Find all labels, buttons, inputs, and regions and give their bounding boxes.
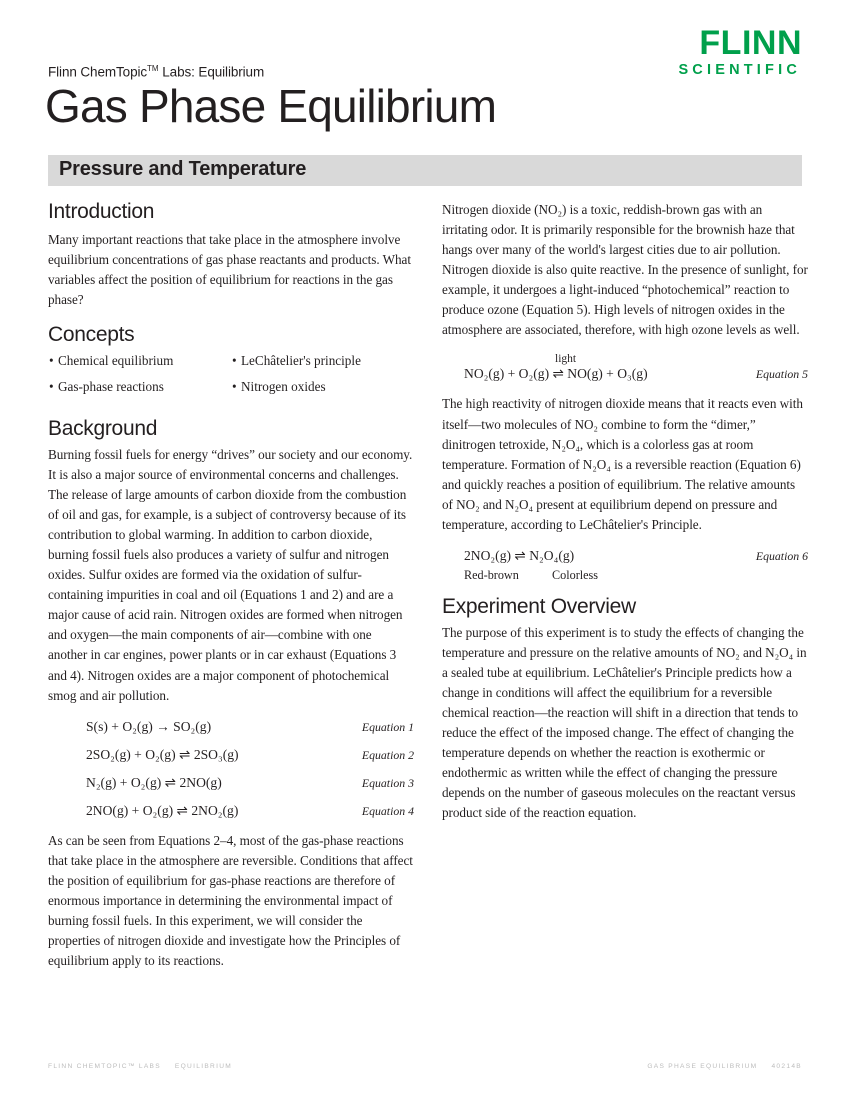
- kicker-prefix: Flinn ChemTopic: [48, 64, 148, 80]
- page-footer: [48, 1063, 802, 1070]
- flinn-scientific-logo: [678, 26, 802, 78]
- equation-row: [442, 366, 808, 382]
- equation-row: [48, 803, 414, 819]
- concept-label: Gas-phase reactions: [58, 379, 164, 395]
- concepts-list: [48, 351, 414, 403]
- equation-block-left: [48, 719, 414, 819]
- footer-topic-name: EQUILIBRIUM: [174, 1063, 233, 1070]
- dimer-paragraph: The high reactivity of nitrogen dioxide means that it reacts even with itself—two molecules of NO₂ combine to form the “dimer,” dinitrogen tetroxide, N₂O₄, which is a colorless gas at room temperature. Formation of N₂O₄ is a reversible reaction (Equation 6) and quickly reaches a position of equilibrium. The relative amounts of NO₂ and N₂O₄ present at equilibrium depend on pressure and temperature, according to LeChâtelier's Principle.: [442, 396, 803, 532]
- equation-condition-label: light: [555, 353, 577, 366]
- equation-expression: 2NO₂(g) ⇌ N₂O₄(g): [464, 547, 575, 563]
- series-kicker: [48, 64, 264, 80]
- page-header: [45, 0, 802, 150]
- introduction-paragraph: Many important reactions that take place in the atmosphere involve equilibrium concentrations of gas phase reactants and products. What variables affect the position of equilibrium for reactions in the gas phase?: [48, 232, 411, 308]
- left-column: [48, 200, 414, 971]
- background-paragraph-2: As can be seen from Equations 2–4, most of the gas-phase reactions that take place in the atmosphere are reversible. Conditions that affect the position of equilibrium for gas-phase reactions are therefore of enormous importance in determining the environmental impact of burning fossil fuels. In this experiment, we will consider the properties of nitrogen dioxide and investigate how the Principles of equilibrium apply to its reactions.: [48, 832, 413, 969]
- equation-row: [48, 747, 414, 763]
- logo-flinn-text: FLINN: [699, 24, 802, 62]
- right-column: [442, 200, 808, 971]
- equation-number: Equation 2: [361, 747, 414, 762]
- equation-expression: NO₂(g) + O₂(g) ⇌ NO(g) + O₃(g): [464, 366, 648, 382]
- two-column-body: [48, 200, 808, 971]
- equation-expression: 2SO₂(g) + O₂(g) ⇌ 2SO₃(g): [86, 746, 239, 762]
- concept-label: Chemical equilibrium: [58, 353, 174, 369]
- equation-row: [442, 548, 808, 564]
- equation-row: [48, 775, 414, 791]
- reactant-color-label: Red-brown: [464, 567, 519, 582]
- equation-number: Equation 6: [755, 548, 808, 563]
- equation-6-color-labels: [442, 568, 808, 583]
- footer-left: [48, 1063, 246, 1070]
- equation-expression: 2NO(g) + O₂(g) ⇌ 2NO₂(g): [86, 802, 239, 818]
- equation-number: Equation 3: [361, 775, 414, 790]
- concept-item: [48, 351, 231, 371]
- bullet-icon: •: [49, 379, 54, 395]
- heading-background: Background: [48, 416, 158, 440]
- background-paragraph-1: Burning fossil fuels for energy “drives” our society and our economy. It is also a major source of environmental concerns and challenges. The release of large amounts of carbon dioxide from the combustion of oil and gas, for example, is a subject of controversy because of its contribution to global warming. In addition to carbon dioxide, burning fossil fuels also produces a variety of sulfur and nitrogen oxides. Sulfur oxides are formed via the oxidation of sulfur-containing impurities in coal and oil (Equations 1 and 2) and are a major cause of acid rain. Nitrogen oxides are formed when nitrogen and oxygen—the main components of air—combine with one another in car engines, power plants or in car exhaust (Equations 3 and 4). Nitrogen oxides are a major component of photochemical smog and air pollution.: [48, 446, 413, 703]
- product-color-label: Colorless: [552, 567, 599, 582]
- footer-right: [633, 1063, 802, 1070]
- subtitle-banner: [48, 155, 802, 186]
- footer-activity-title: GAS PHASE EQUILIBRIUM: [647, 1063, 758, 1070]
- footer-series-name: FLINN CHEMTOPIC™ LABS: [48, 1063, 161, 1070]
- subtitle-text: Pressure and Temperature: [59, 158, 307, 180]
- equation-6-block: [442, 548, 808, 583]
- page-title: Gas Phase Equilibrium: [45, 80, 497, 132]
- concept-item: [231, 351, 414, 371]
- equation-expression: S(s) + O₂(g) → SO₂(g): [86, 718, 212, 734]
- bullet-icon: •: [232, 353, 237, 369]
- equation-expression: N₂(g) + O₂(g) ⇌ 2NO(g): [86, 774, 222, 790]
- concept-item: [48, 377, 231, 397]
- equation-number: Equation 1: [361, 719, 414, 734]
- concept-label: Nitrogen oxides: [241, 379, 326, 395]
- bullet-icon: •: [49, 353, 54, 369]
- bullet-icon: •: [232, 379, 237, 395]
- heading-experiment-overview: Experiment Overview: [442, 594, 636, 618]
- kicker-suffix: Labs: Equilibrium: [158, 64, 265, 80]
- concepts-column-2: [231, 351, 414, 403]
- concept-label: LeChâtelier's principle: [241, 353, 361, 369]
- equation-number: Equation 4: [361, 803, 414, 818]
- concepts-column-1: [48, 351, 231, 403]
- footer-catalog-code: 40214B: [771, 1063, 802, 1070]
- concept-item: [231, 377, 414, 397]
- trademark-mark: TM: [147, 64, 159, 73]
- heading-concepts: Concepts: [48, 323, 135, 347]
- nitrogen-dioxide-paragraph: Nitrogen dioxide (NO₂) is a toxic, reddish-brown gas with an irritating odor. It is primarily responsible for the brownish haze that hangs over many of the world's largest cities due to air pollution. Nitrogen dioxide is also quite reactive. In the presence of sunlight, for example, it undergoes a light-induced “photochemical” reaction to produce ozone (Equation 5). High levels of nitrogen oxides in the atmosphere are associated, therefore, with high ozone levels as well.: [442, 202, 808, 338]
- logo-scientific-text: SCIENTIFIC: [678, 62, 801, 78]
- heading-introduction: Introduction: [48, 200, 155, 223]
- equation-number: Equation 5: [755, 367, 808, 382]
- experiment-overview-paragraph: The purpose of this experiment is to study the effects of changing the temperature and pressure on the relative amounts of NO₂ and N₂O₄ in a sealed tube at equilibrium. LeChâtelier's Principle predicts how a change in conditions will affect the equilibrium for a reversible chemical reaction—the reaction will shift in a direction that tends to reduce the effect of the imposed change. The effect of changing the temperature depends on whether the reaction is exothermic or endothermic as written while the effect of changing the pressure depends on the number of gaseous molecules on the reactant versus product side of the reaction equation.: [442, 624, 807, 821]
- equation-5-block: [442, 353, 808, 382]
- equation-row: [48, 719, 414, 735]
